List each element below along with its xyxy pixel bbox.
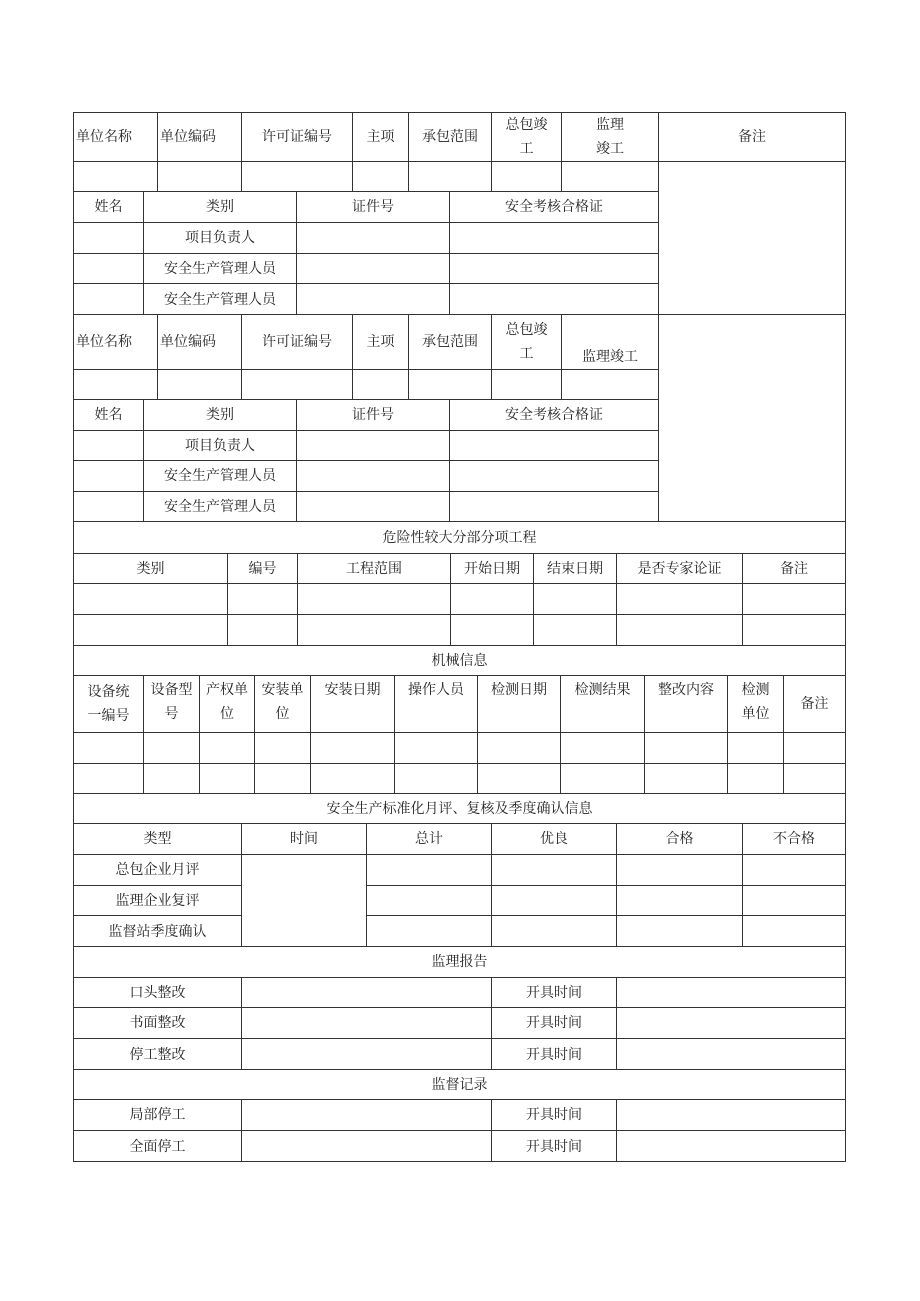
general-completion-cell[interactable] (492, 370, 562, 400)
supervision-record-title: 监督记录 (74, 1070, 845, 1100)
dw-scope-cell[interactable] (298, 584, 451, 615)
dw-start-date-cell[interactable] (451, 615, 534, 646)
dw-end-date-cell[interactable] (534, 615, 617, 646)
std-row-label: 监理企业复评 (74, 886, 242, 916)
std-header-time: 时间 (242, 824, 367, 855)
personnel-header-safety-cert: 安全考核合格证 (450, 400, 659, 431)
person-name-cell[interactable] (74, 492, 144, 522)
person-safety-cert-cell[interactable] (450, 284, 659, 315)
header-unit-name: 单位名称 (74, 113, 158, 162)
person-role: 项目负责人 (144, 431, 297, 461)
person-name-cell[interactable] (74, 254, 144, 284)
mach-cell[interactable] (255, 733, 311, 764)
license-no-cell[interactable] (242, 370, 353, 400)
report-content-cell[interactable] (242, 978, 492, 1008)
std-total-cell[interactable] (367, 855, 492, 886)
mach-cell[interactable] (200, 733, 255, 764)
dw-header-category: 类别 (74, 554, 228, 584)
dw-expert-review-cell[interactable] (617, 584, 743, 615)
mach-cell[interactable] (561, 764, 645, 794)
supervision-completion-cell[interactable] (562, 370, 659, 400)
std-total-cell[interactable] (367, 886, 492, 916)
std-qualified-cell[interactable] (617, 916, 743, 947)
main-item-cell[interactable] (353, 370, 409, 400)
dw-remarks-cell[interactable] (743, 584, 845, 615)
record-issue-time-label: 开具时间 (492, 1131, 617, 1162)
mach-cell[interactable] (311, 764, 395, 794)
dw-start-date-cell[interactable] (451, 584, 534, 615)
std-unqualified-cell[interactable] (743, 916, 845, 947)
machinery-block (73, 645, 846, 793)
record-row-label: 局部停工 (74, 1100, 242, 1131)
header-unit-code: 单位编码 (158, 315, 242, 370)
mach-cell[interactable] (784, 764, 845, 794)
unit-code-cell[interactable] (158, 162, 242, 192)
header-main-item: 主项 (353, 113, 409, 162)
person-safety-cert-cell[interactable] (450, 431, 659, 461)
dw-header-remarks: 备注 (743, 554, 845, 584)
report-content-cell[interactable] (242, 1039, 492, 1070)
person-name-cell[interactable] (74, 461, 144, 492)
contract-scope-cell[interactable] (409, 162, 492, 192)
report-issue-time-label: 开具时间 (492, 1008, 617, 1039)
std-header-excellent: 优良 (492, 824, 617, 855)
std-header-total: 总计 (367, 824, 492, 855)
dw-header-number: 编号 (228, 554, 298, 584)
record-row-label: 全面停工 (74, 1131, 242, 1162)
inspection-form (73, 112, 846, 1162)
header-license-no: 许可证编号 (242, 113, 353, 162)
report-issue-time-label: 开具时间 (492, 978, 617, 1008)
std-unqualified-cell[interactable] (743, 855, 845, 886)
personnel-header-cert-no: 证件号 (297, 400, 450, 431)
person-cert-no-cell[interactable] (297, 431, 450, 461)
report-issue-time-cell[interactable] (617, 978, 845, 1008)
person-cert-no-cell[interactable] (297, 492, 450, 522)
header-supervision-completion: 监理 竣工 (562, 113, 659, 162)
std-qualified-cell[interactable] (617, 886, 743, 916)
supervision-record-block (73, 1069, 846, 1162)
unit-code-cell[interactable] (158, 370, 242, 400)
person-safety-cert-cell[interactable] (450, 223, 659, 254)
mach-header-test-unit: 检测 单位 (728, 676, 784, 733)
machinery-title: 机械信息 (74, 646, 845, 676)
report-row-label: 口头整改 (74, 978, 242, 1008)
std-header-qualified: 合格 (617, 824, 743, 855)
mach-header-remarks: 备注 (784, 676, 845, 733)
mach-cell[interactable] (728, 733, 784, 764)
person-role: 安全生产管理人员 (144, 461, 297, 492)
report-row-label: 书面整改 (74, 1008, 242, 1039)
header-unit-code: 单位编码 (158, 113, 242, 162)
person-role: 安全生产管理人员 (144, 284, 297, 315)
dw-header-end-date: 结束日期 (534, 554, 617, 584)
std-total-cell[interactable] (367, 916, 492, 947)
personnel-header-safety-cert: 安全考核合格证 (450, 192, 659, 223)
dangerous-works-title: 危险性较大分部分项工程 (74, 522, 845, 554)
header-unit-name: 单位名称 (74, 315, 158, 370)
person-safety-cert-cell[interactable] (450, 492, 659, 522)
personnel-header-category: 类别 (144, 192, 297, 223)
person-cert-no-cell[interactable] (297, 223, 450, 254)
header-contract-scope: 承包范围 (409, 315, 492, 370)
dw-number-cell[interactable] (228, 615, 298, 646)
mach-cell[interactable] (311, 733, 395, 764)
person-name-cell[interactable] (74, 223, 144, 254)
mach-cell[interactable] (74, 764, 144, 794)
mach-header-owner: 产权单 位 (200, 676, 255, 733)
mach-cell[interactable] (395, 764, 478, 794)
person-role: 安全生产管理人员 (144, 492, 297, 522)
dw-header-scope: 工程范围 (298, 554, 451, 584)
unit-block-1 (73, 112, 846, 314)
person-cert-no-cell[interactable] (297, 461, 450, 492)
std-time-cell[interactable] (242, 855, 367, 947)
report-row-label: 停工整改 (74, 1039, 242, 1070)
dangerous-works-block (73, 521, 846, 645)
mach-cell[interactable] (144, 764, 200, 794)
mach-cell[interactable] (561, 733, 645, 764)
person-cert-no-cell[interactable] (297, 284, 450, 315)
std-header-unqualified: 不合格 (743, 824, 845, 855)
license-no-cell[interactable] (242, 162, 353, 192)
standardization-block (73, 793, 846, 946)
person-safety-cert-cell[interactable] (450, 254, 659, 284)
personnel-header-name: 姓名 (74, 192, 144, 223)
personnel-header-category: 类别 (144, 400, 297, 431)
mach-header-rectification: 整改内容 (645, 676, 728, 733)
header-supervision-completion: 监理竣工 (562, 315, 659, 370)
mach-cell[interactable] (395, 733, 478, 764)
general-completion-cell[interactable] (492, 162, 562, 192)
dw-expert-review-cell[interactable] (617, 615, 743, 646)
supervision-report-block (73, 946, 846, 1069)
person-name-cell[interactable] (74, 284, 144, 315)
std-header-type: 类型 (74, 824, 242, 855)
person-cert-no-cell[interactable] (297, 254, 450, 284)
mach-header-install-date: 安装日期 (311, 676, 395, 733)
header-contract-scope: 承包范围 (409, 113, 492, 162)
report-issue-time-cell[interactable] (617, 1039, 845, 1070)
std-row-label: 监督站季度确认 (74, 916, 242, 947)
report-issue-time-cell[interactable] (617, 1008, 845, 1039)
remarks-cell[interactable] (659, 162, 845, 315)
supervision-completion-cell[interactable] (562, 162, 659, 192)
personnel-header-cert-no: 证件号 (297, 192, 450, 223)
header-remarks: 备注 (659, 113, 845, 162)
supervision-report-title: 监理报告 (74, 947, 845, 978)
mach-cell[interactable] (645, 764, 728, 794)
mach-cell[interactable] (728, 764, 784, 794)
remarks-cell[interactable] (659, 315, 845, 522)
std-row-label: 总包企业月评 (74, 855, 242, 886)
std-excellent-cell[interactable] (492, 855, 617, 886)
std-excellent-cell[interactable] (492, 916, 617, 947)
report-issue-time-label: 开具时间 (492, 1039, 617, 1070)
std-excellent-cell[interactable] (492, 886, 617, 916)
unit-name-cell[interactable] (74, 162, 158, 192)
report-content-cell[interactable] (242, 1008, 492, 1039)
standardization-title: 安全生产标准化月评、复核及季度确认信息 (74, 794, 845, 824)
record-issue-time-cell[interactable] (617, 1131, 845, 1162)
dw-header-start-date: 开始日期 (451, 554, 534, 584)
dw-header-expert-review: 是否专家论证 (617, 554, 743, 584)
mach-header-test-result: 检测结果 (561, 676, 645, 733)
record-issue-time-label: 开具时间 (492, 1100, 617, 1131)
mach-cell[interactable] (74, 733, 144, 764)
record-content-cell[interactable] (242, 1131, 492, 1162)
header-main-item: 主项 (353, 315, 409, 370)
dw-category-cell[interactable] (74, 584, 228, 615)
dw-number-cell[interactable] (228, 584, 298, 615)
mach-header-model: 设备型 号 (144, 676, 200, 733)
personnel-header-name: 姓名 (74, 400, 144, 431)
std-unqualified-cell[interactable] (743, 886, 845, 916)
person-role: 安全生产管理人员 (144, 254, 297, 284)
person-name-cell[interactable] (74, 431, 144, 461)
std-qualified-cell[interactable] (617, 855, 743, 886)
dw-remarks-cell[interactable] (743, 615, 845, 646)
unit-name-cell[interactable] (74, 370, 158, 400)
mach-header-test-date: 检测日期 (478, 676, 561, 733)
mach-header-operator: 操作人员 (395, 676, 478, 733)
dw-end-date-cell[interactable] (534, 584, 617, 615)
mach-cell[interactable] (645, 733, 728, 764)
header-license-no: 许可证编号 (242, 315, 353, 370)
dw-category-cell[interactable] (74, 615, 228, 646)
main-item-cell[interactable] (353, 162, 409, 192)
person-role: 项目负责人 (144, 223, 297, 254)
mach-cell[interactable] (784, 733, 845, 764)
contract-scope-cell[interactable] (409, 370, 492, 400)
mach-cell[interactable] (144, 733, 200, 764)
unit-block-2 (73, 314, 846, 521)
mach-cell[interactable] (255, 764, 311, 794)
person-safety-cert-cell[interactable] (450, 461, 659, 492)
header-general-completion: 总包竣 工 (492, 113, 562, 162)
mach-cell[interactable] (200, 764, 255, 794)
mach-header-unified-no: 设备统 一编号 (74, 676, 144, 733)
mach-header-installer: 安装单 位 (255, 676, 311, 733)
mach-cell[interactable] (478, 764, 561, 794)
record-content-cell[interactable] (242, 1100, 492, 1131)
mach-cell[interactable] (478, 733, 561, 764)
header-general-completion: 总包竣 工 (492, 315, 562, 370)
dw-scope-cell[interactable] (298, 615, 451, 646)
record-issue-time-cell[interactable] (617, 1100, 845, 1131)
